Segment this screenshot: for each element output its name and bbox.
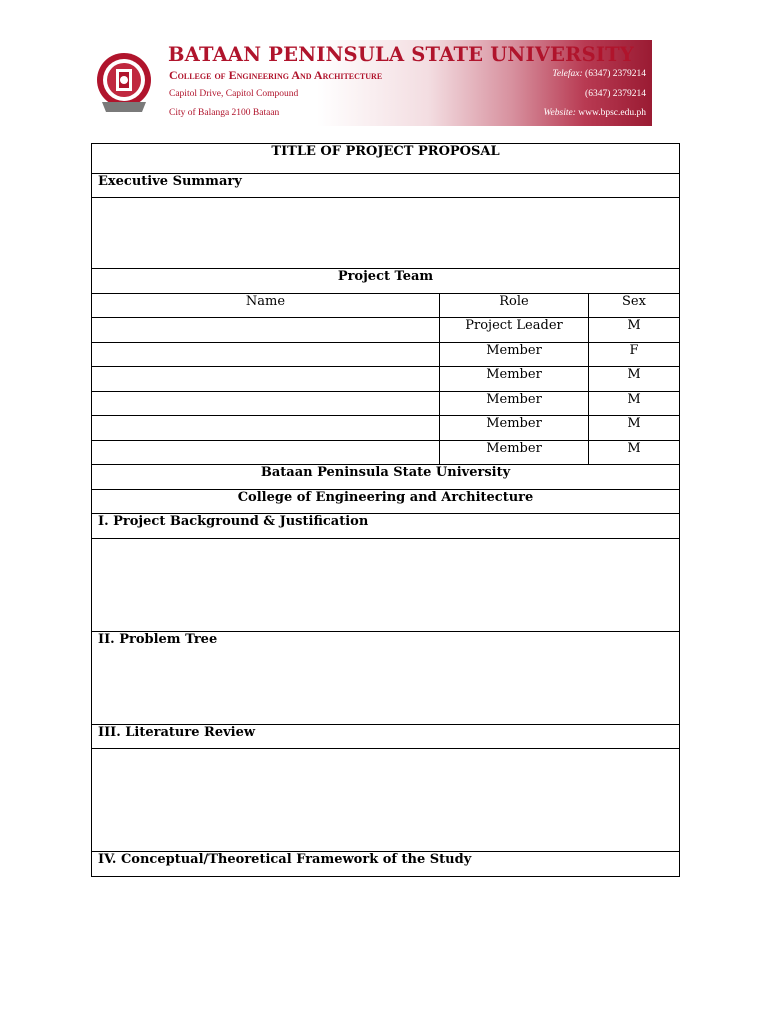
university-name: Bataan Peninsula State University: [260, 465, 511, 480]
section-1-content[interactable]: [92, 538, 680, 631]
proposal-form-table: [91, 143, 680, 877]
proposal-title-cell[interactable]: [92, 144, 680, 174]
section-4-header: [92, 852, 680, 877]
section-3-label: III. Literature Review: [98, 724, 256, 740]
team-member-name[interactable]: [92, 318, 440, 343]
section-3-content[interactable]: [92, 749, 680, 852]
team-header-sex: Sex: [589, 293, 680, 318]
team-member-sex[interactable]: M: [589, 416, 680, 441]
project-team-label: Project Team: [337, 269, 434, 284]
university-seal-icon: [94, 42, 154, 120]
letterhead-phone2: (6347) 2379214: [585, 89, 646, 99]
letterhead: [94, 40, 652, 126]
section-2-cell[interactable]: [92, 631, 680, 724]
executive-summary-content[interactable]: [92, 198, 680, 269]
project-team-header: [92, 269, 680, 294]
team-row: [92, 318, 680, 343]
letterhead-website: [544, 108, 646, 118]
team-member-role[interactable]: Member: [440, 391, 589, 416]
executive-summary-label: Executive Summary: [98, 174, 242, 189]
section-1-label: I. Project Background & Justification: [98, 514, 369, 529]
website-label: Website:: [543, 108, 576, 118]
team-row: [92, 416, 680, 441]
team-member-name[interactable]: [92, 342, 440, 367]
section-2-label: II. Problem Tree: [98, 631, 218, 647]
university-name-row: [92, 465, 680, 490]
team-header-role: Role: [440, 293, 589, 318]
section-4-label: IV. Conceptual/Theoretical Framework of the Study: [98, 852, 472, 867]
team-row: [92, 440, 680, 465]
website-url: www.bpsc.edu.ph: [578, 108, 646, 118]
section-1-header: [92, 514, 680, 539]
team-member-sex[interactable]: M: [589, 367, 680, 392]
section-3-header: [92, 724, 680, 749]
team-member-name[interactable]: [92, 440, 440, 465]
team-row: [92, 391, 680, 416]
proposal-title: TITLE OF PROJECT PROPOSAL: [271, 144, 500, 159]
team-member-role[interactable]: Member: [440, 367, 589, 392]
letterhead-address-line1: Capitol Drive, Capitol Compound: [169, 89, 299, 99]
team-member-sex[interactable]: M: [589, 391, 680, 416]
team-member-name[interactable]: [92, 416, 440, 441]
team-header-name: Name: [92, 293, 440, 318]
team-member-sex[interactable]: F: [589, 342, 680, 367]
team-member-name[interactable]: [92, 391, 440, 416]
team-member-role[interactable]: Member: [440, 440, 589, 465]
letterhead-university: BATAAN PENINSULA STATE UNIVERSITY: [168, 43, 635, 66]
college-name-row: [92, 489, 680, 514]
team-row: [92, 367, 680, 392]
letterhead-address-line2: City of Balanga 2100 Bataan: [169, 108, 280, 118]
team-member-role[interactable]: Member: [440, 416, 589, 441]
team-member-role[interactable]: Member: [440, 342, 589, 367]
telefax-number: (6347) 2379214: [585, 69, 646, 79]
executive-summary-header: [92, 174, 680, 198]
team-member-name[interactable]: [92, 367, 440, 392]
letterhead-college: College of Engineering And Architecture: [169, 68, 383, 82]
telefax-label: Telefax:: [552, 69, 583, 79]
team-row: [92, 342, 680, 367]
letterhead-telefax: [552, 69, 646, 79]
college-name: College of Engineering and Architecture: [237, 489, 534, 505]
team-member-sex[interactable]: M: [589, 318, 680, 343]
team-member-sex[interactable]: M: [589, 440, 680, 465]
team-member-role[interactable]: Project Leader: [440, 318, 589, 343]
